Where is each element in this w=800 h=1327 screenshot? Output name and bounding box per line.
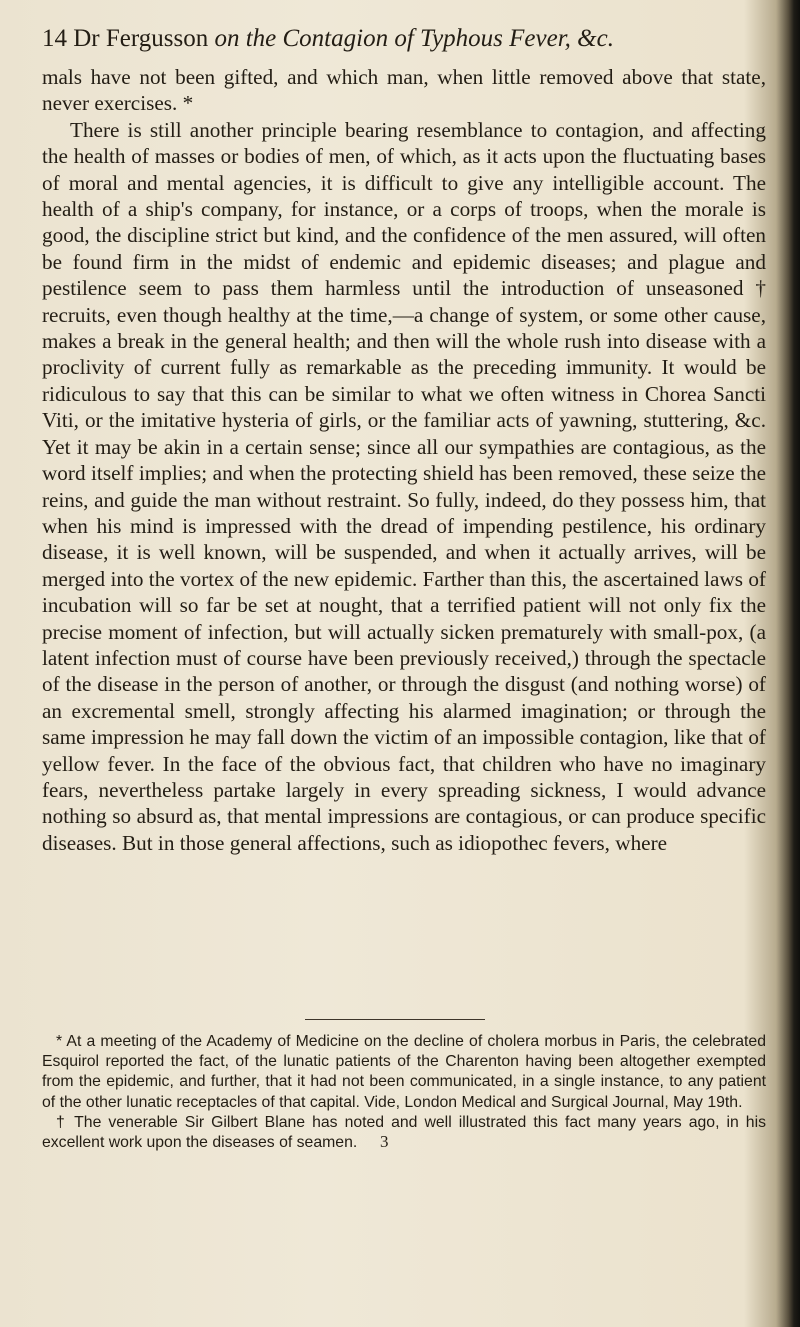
paragraph-continuation: mals have not been gifted, and which man, when little removed above that state, never exercises. *	[42, 65, 766, 116]
body-text	[42, 64, 766, 856]
page-number: 14	[42, 25, 67, 52]
running-header	[42, 22, 772, 56]
paragraph-morale: There is still another principle bearing resemblance to contagion, and affecting the health of masses or bodies of men, of which, as it acts upon the fluctuating bases of moral and mental agencies, it is difficult to give any intelligible account. The health of a ship's company, for instance, or a corps of troops, when the morale is good, the discipline strict but kind, and the confidence of the men assured, will often be found firm in the midst of endemic and epidemic diseases; and plague and pestilence seem to pass them harmless until the introduction of unseasoned † recruits, even though healthy at the time,—a change of system, or some other cause, makes a break in the general health; and then will the whole rush into disease with a proclivity of current fully as remarkable as the preceding immunity. It would be ridiculous to say that this can be similar to what we often witness in Chorea Sancti Viti, or the imitative hysteria of girls, or the familiar acts of yawning, stuttering, &c. Yet it may be akin in a certain sense; since all our sympathies are contagious, as the word itself implies; and when the protecting shield has been removed, these seize the reins, and guide the man without restraint. So fully, indeed, do they possess him, that when his mind is impressed with the dread of impending pestilence, his ordinary disease, it is well known, will be suspended, and when it actually arrives, will be merged into the vortex of the new epidemic. Farther than this, the ascertained laws of incubation will so far be set at nought, that a terrified patient will not only fix the precise moment of infection, but will actually sicken prematurely with small-pox, (a latent infection must of course have been previously received,) through the spectacle of the disease in the person of another, or through the disgust (and nothing worse) of an excremental smell, strongly affecting his alarmed imagination; or through the same impression he may fall down the victim of an impossible contagion, like that of yellow fever. In the face of the obvious fact, that children who have no imaginary fears, nevertheless partake largely in every spreading sickness, I would advance nothing so absurd as, that mental impressions are contagious, or can produce specific diseases. But in those general affections, such as idiopothec fevers, where	[42, 117, 766, 855]
header-title-pre: on the Contagion of	[214, 25, 414, 52]
footnote-esquirol: * At a meeting of the Academy of Medicine on the decline of cholera morbus in Paris, the celebrated Esquirol reported the fact, of the lunatic patients of the Charenton having been altogether exempted from the epidemic, and further, that it had not been communicated, in a single instance, to any patient of the other lunatic receptacles of that capital. Vide, London Medical and Surgical Journal, May 19th.	[42, 1033, 766, 1111]
header-title-post: Typhous Fever, &c.	[420, 25, 614, 52]
footnotes	[42, 1032, 766, 1153]
page-edge-shadow	[788, 0, 800, 1327]
signature-mark: 3	[380, 1132, 389, 1151]
footnote-divider	[305, 1019, 485, 1020]
header-author: Dr Fergusson	[73, 25, 209, 52]
footnote-blane: † The venerable Sir Gilbert Blane has noted and well illustrated this fact many years ago, in his excellent work upon the diseases of seamen.	[42, 1113, 766, 1152]
